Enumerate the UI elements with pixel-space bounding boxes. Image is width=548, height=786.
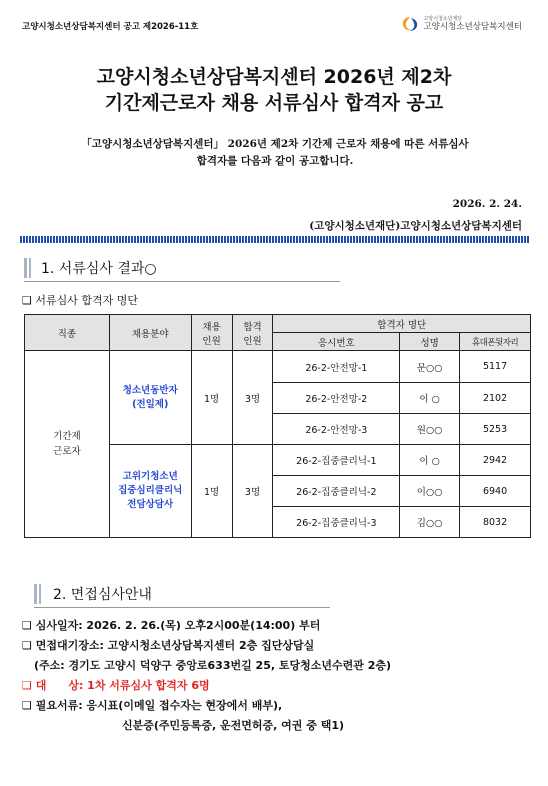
interview-info-list [22,616,391,736]
header-group: 합격자 명단 [273,315,531,333]
intro-line-2: 합격자를 다음과 같이 공고합니다. [196,155,354,167]
section-2-underline [34,607,330,608]
org-logo [401,16,522,32]
header-phone: 휴대폰뒷자리 [460,333,531,351]
interview-date: ❑ 심사일자: 2026. 2. 26.(목) 오후2시00분(14:00) 부터 [22,619,321,632]
title-line-1: 고양시청소년상담복지센터 2026년 제2차 [96,66,452,88]
cell-exam-no: 26-2-안전망-1 [273,351,400,383]
required-docs-1: ❑ 필요서류: 응시표(이메일 접수자는 현장에서 배부), [22,699,283,712]
cell-name: 김○○ [400,507,460,538]
cell-name: 이 ○ [400,445,460,476]
cell-pass: 3명 [232,445,273,538]
announcing-org: (고양시청소년재단)고양시청소년상담복지센터 [309,220,522,232]
section-1-subtitle: ❑ 서류심사 합격자 명단 [22,294,138,307]
announcement-date: 2026. 2. 24. [452,198,522,210]
cell-field: 청소년동반자 (전일제) [109,351,191,445]
section-2-heading [34,584,152,604]
cell-exam-no: 26-2-안전망-3 [273,414,400,445]
cell-phone: 5117 [460,351,531,383]
intro-line-1: 「고양시청소년상담복지센터」 2026년 제2차 기간제 근로자 채용에 따른 서류심사 [81,138,469,150]
table-row [25,351,531,383]
cell-name: 이○○ [400,476,460,507]
intro-text [20,136,530,170]
page-title [0,64,548,116]
header-exam-no: 응시번호 [273,333,400,351]
title-line-2: 기간제근로자 채용 서류심사 합격자 공고 [104,92,444,114]
cell-name: 이 ○ [400,383,460,414]
result-table [24,314,531,538]
divider-bar [20,236,530,243]
cell-exam-no: 26-2-집중클리닉-1 [273,445,400,476]
header-field: 채용분야 [109,315,191,351]
header-job: 직종 [25,315,110,351]
section-1-heading [24,258,157,278]
notice-number: 고양시청소년상담복지센터 공고 제2026-11호 [22,22,199,32]
interview-target: ❑ 대 상: 1차 서류심사 합격자 6명 [22,679,210,692]
interview-place: ❑ 면접대기장소: 고양시청소년상담복지센터 2층 집단상담실 [22,639,315,652]
cell-hire: 1명 [191,445,232,538]
header-pass: 합격 인원 [232,315,273,351]
cell-job: 기간제 근로자 [25,351,110,538]
logo-name: 고양시청소년상담복지센터 [423,21,522,32]
section-1-underline [24,281,340,282]
interview-address: (주소: 경기도 고양시 덕양구 중앙로633번길 25, 토당청소년수련관 2층) [34,659,392,672]
cell-hire: 1명 [191,351,232,445]
section-2-title: 2. 면접심사안내 [53,587,152,603]
cell-name: 문○○ [400,351,460,383]
section-1-title: 1. 서류심사 결과○ [41,261,157,277]
cell-name: 원○○ [400,414,460,445]
logo-subtitle: 고양시청소년재단 [423,15,463,22]
cell-phone: 8032 [460,507,531,538]
header-hire: 채용 인원 [191,315,232,351]
cell-phone: 2102 [460,383,531,414]
logo-mark-icon [401,16,419,32]
cell-exam-no: 26-2-집중클리닉-3 [273,507,400,538]
cell-phone: 6940 [460,476,531,507]
cell-pass: 3명 [232,351,273,445]
required-docs-2: 신분증(주민등록증, 운전면허증, 여권 중 택1) [122,719,345,732]
cell-phone: 2942 [460,445,531,476]
header-name: 성명 [400,333,460,351]
cell-field: 고위기청소년 집중심리클리닉 전담상담사 [109,445,191,538]
cell-exam-no: 26-2-안전망-2 [273,383,400,414]
cell-exam-no: 26-2-집중클리닉-2 [273,476,400,507]
cell-phone: 5253 [460,414,531,445]
